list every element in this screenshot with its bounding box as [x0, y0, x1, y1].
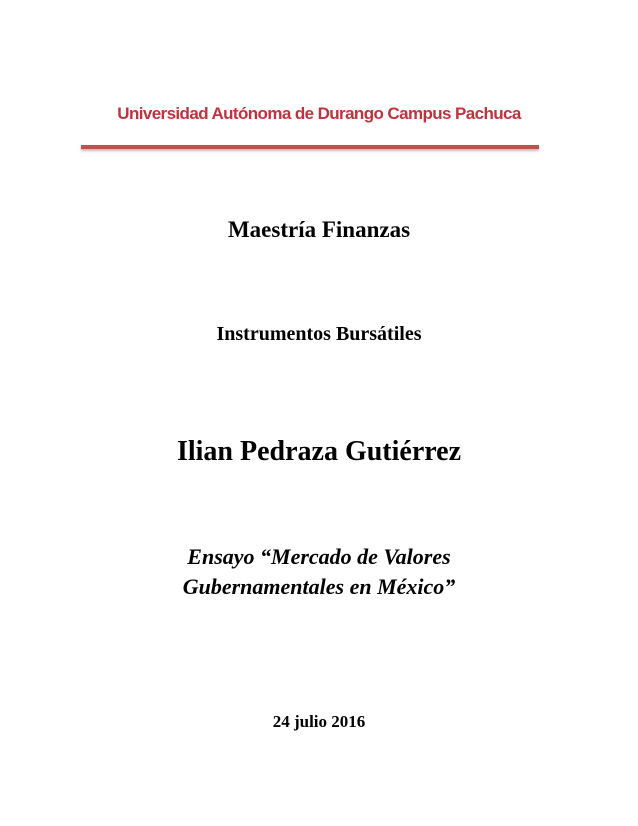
- program-title: Maestría Finanzas: [227, 217, 411, 242]
- essay-title: [0, 542, 638, 602]
- author-name: Ilian Pedraza Gutiérrez: [176, 436, 462, 467]
- header-divider: [81, 145, 539, 149]
- course-title: Instrumentos Bursátiles: [216, 323, 422, 345]
- document-date: 24 julio 2016: [272, 712, 366, 731]
- essay-title-line-2: Gubernamentales en México”: [182, 574, 456, 599]
- essay-title-line-1: Ensayo “Mercado de Valores: [187, 544, 451, 569]
- university-header: Universidad Autónoma de Durango Campus Pachuca: [117, 104, 521, 123]
